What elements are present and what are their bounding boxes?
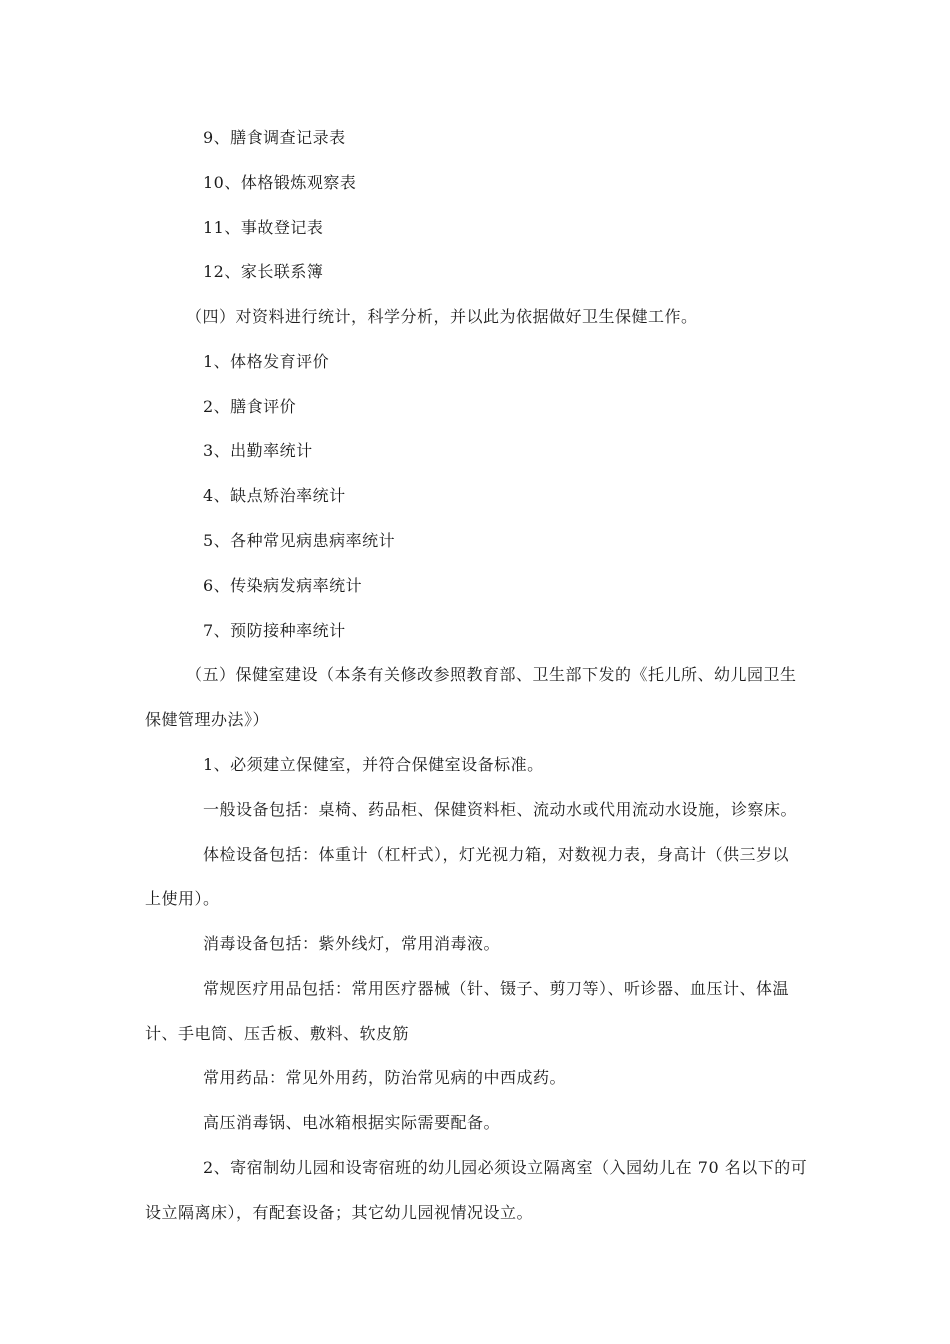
paragraph: 一般设备包括：桌椅、药品柜、保健资料柜、流动水或代用流动水设施，诊察床。 xyxy=(203,800,798,819)
paragraph: 常规医疗用品包括：常用医疗器械（针、镊子、剪刀等）、听诊器、血压计、体温 xyxy=(203,979,790,998)
paragraph: 2、寄宿制幼儿园和设寄宿班的幼儿园必须设立隔离室（入园幼儿在 70 名以下的可 xyxy=(203,1158,808,1177)
list-item: 3、出勤率统计 xyxy=(203,441,313,460)
section-heading: （五）保健室建设（本条有关修改参照教育部、卫生部下发的《托儿所、幼儿园卫生 xyxy=(186,665,797,684)
list-item: 2、膳食评价 xyxy=(203,397,297,416)
section-heading: （四）对资料进行统计，科学分析，并以此为依据做好卫生保健工作。 xyxy=(186,307,698,326)
list-item: 1、体格发育评价 xyxy=(203,352,330,371)
section-heading-continued: 保健管理办法》） xyxy=(145,710,270,729)
paragraph: 体检设备包括：体重计（杠杆式），灯光视力箱，对数视力表，身高计（供三岁以 xyxy=(203,845,790,864)
paragraph: 消毒设备包括：紫外线灯，常用消毒液。 xyxy=(203,934,501,953)
paragraph: 1、必须建立保健室，并符合保健室设备标准。 xyxy=(203,755,544,774)
list-item: 9、膳食调查记录表 xyxy=(203,128,346,147)
list-item: 6、传染病发病率统计 xyxy=(203,576,363,595)
list-item: 4、缺点矫治率统计 xyxy=(203,486,346,505)
paragraph: 常用药品：常见外用药，防治常见病的中西成药。 xyxy=(203,1068,567,1087)
paragraph-continued: 计、手电筒、压舌板、敷料、软皮筋 xyxy=(145,1024,410,1043)
list-item: 5、各种常见病患病率统计 xyxy=(203,531,396,550)
list-item: 7、预防接种率统计 xyxy=(203,621,346,640)
paragraph-continued: 上使用）。 xyxy=(145,889,220,908)
paragraph-continued: 设立隔离床），有配套设备；其它幼儿园视情况设立。 xyxy=(145,1203,534,1222)
list-item: 12、家长联系簿 xyxy=(203,262,324,281)
paragraph: 高压消毒锅、电冰箱根据实际需要配备。 xyxy=(203,1113,501,1132)
list-item: 10、体格锻炼观察表 xyxy=(203,173,357,192)
list-item: 11、事故登记表 xyxy=(203,218,324,237)
